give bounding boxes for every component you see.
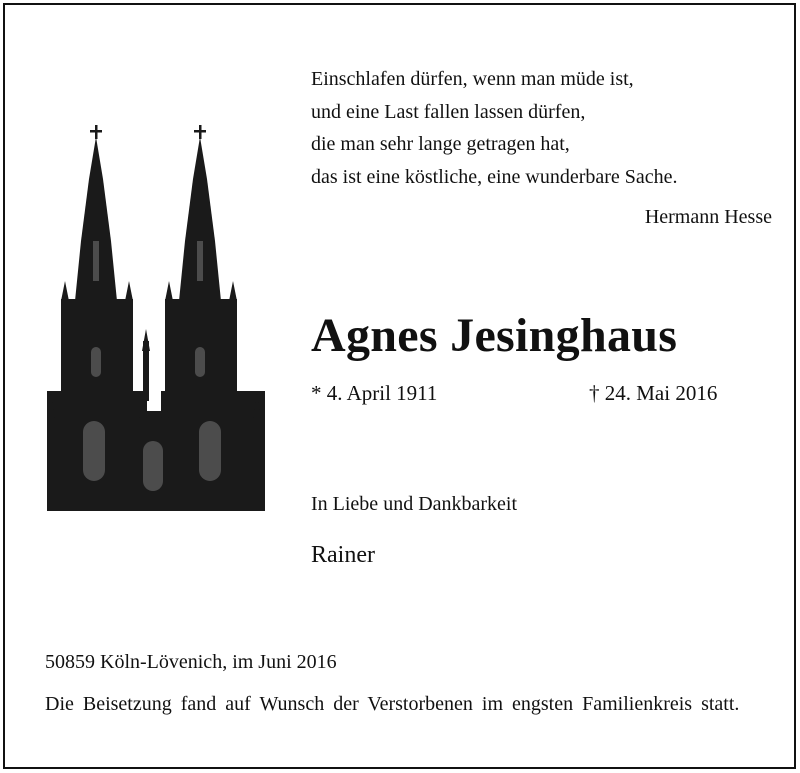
death-date: † 24. Mai 2016 [589, 381, 718, 405]
quote-line: und eine Last fallen lassen dürfen, [311, 100, 586, 123]
signer-name: Rainer [311, 542, 375, 568]
obituary-notice [3, 3, 796, 769]
place-date: 50859 Köln-Lövenich, im Juni 2016 [45, 651, 337, 673]
funeral-note: Die Beisetzung fand auf Wunsch der Verstorbenen im engsten Familienkreis statt. [45, 693, 740, 715]
quote-line: Einschlafen dürfen, wenn man müde ist, [311, 68, 634, 90]
birth-date: * 4. April 1911 [311, 381, 438, 405]
cathedral-image [43, 121, 265, 511]
quote [311, 63, 781, 193]
quote-author: Hermann Hesse [644, 206, 772, 228]
quote-line: die man sehr lange getragen hat, [311, 133, 570, 155]
deceased-name: Agnes Jesinghaus [311, 309, 678, 362]
quote-line: das ist eine köstliche, eine wunderbare Sache. [311, 165, 678, 188]
thanks-line: In Liebe und Dankbarkeit [311, 493, 518, 515]
